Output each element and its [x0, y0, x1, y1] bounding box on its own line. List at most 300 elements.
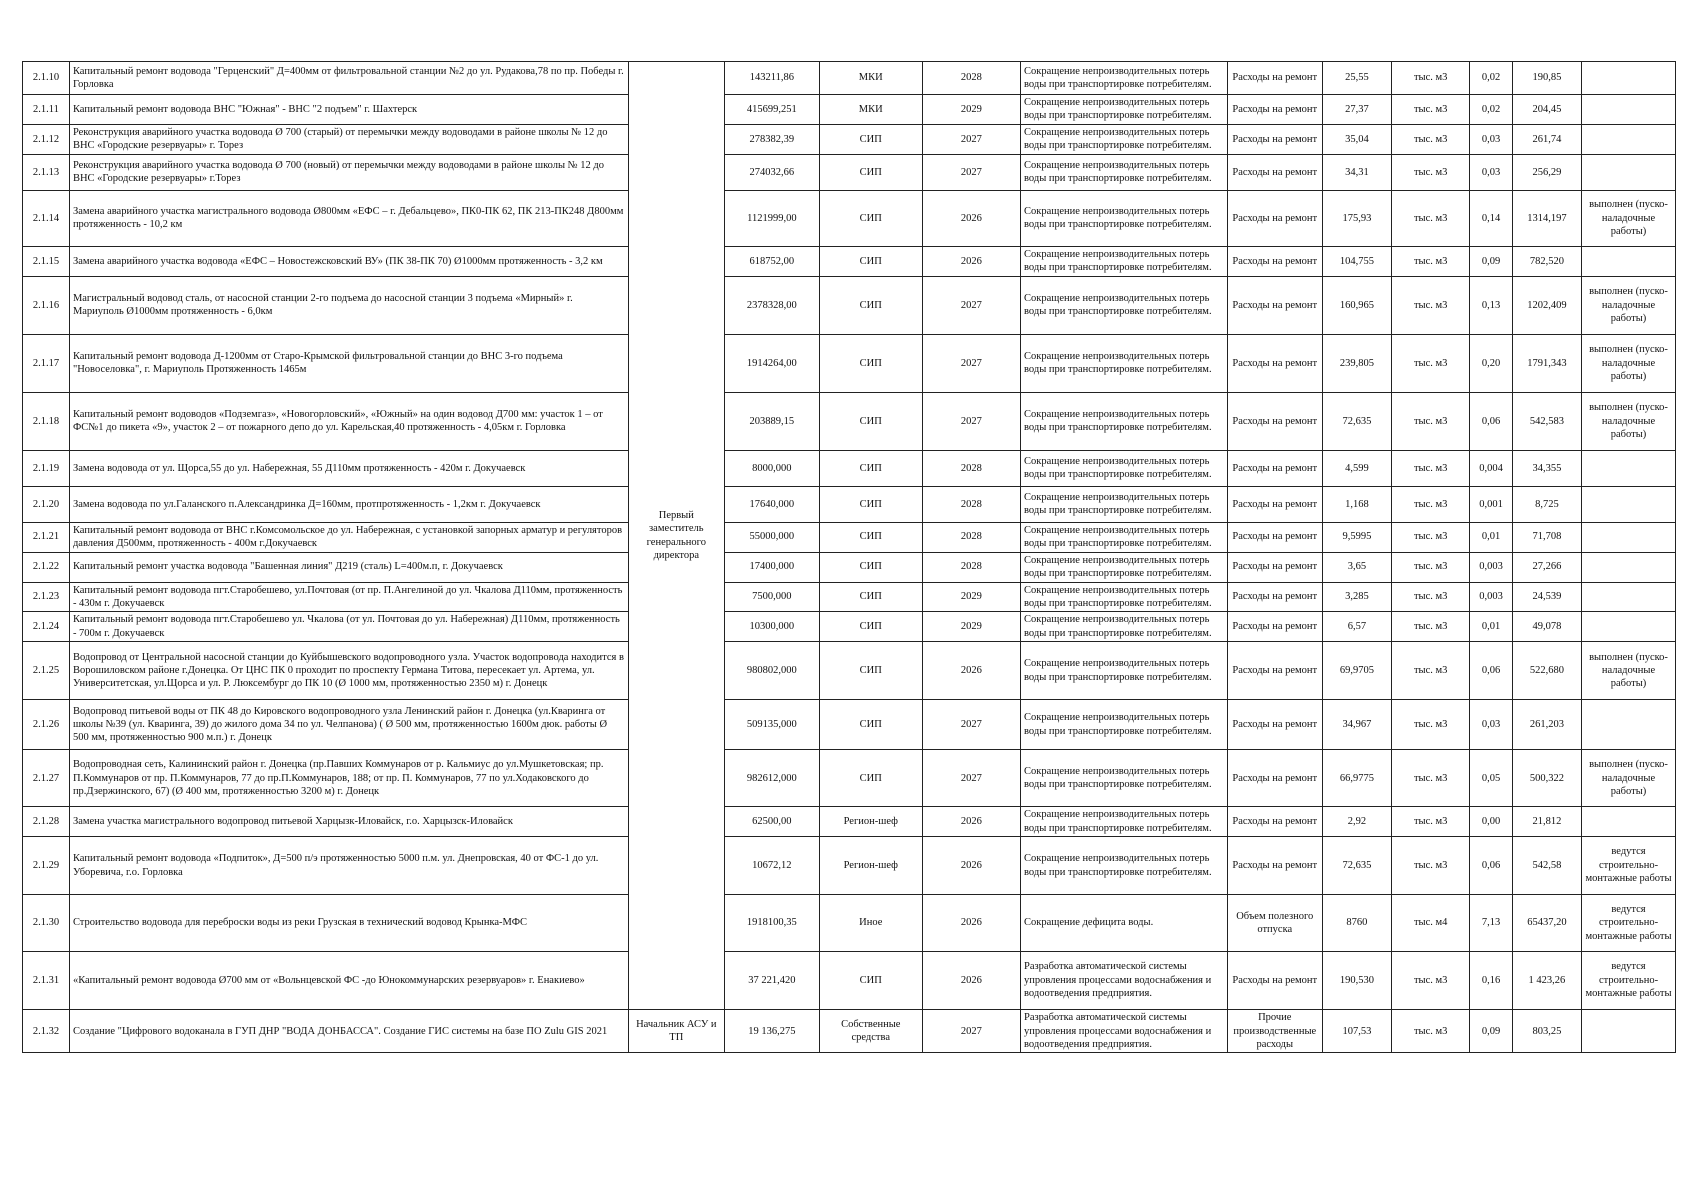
row-number: 2.1.22	[23, 552, 70, 582]
funding-source: СИП	[819, 392, 922, 450]
unit-label: тыс. м3	[1392, 612, 1470, 642]
funding-source: МКИ	[819, 95, 922, 125]
table-row	[23, 334, 1676, 392]
funding-source: СИП	[819, 450, 922, 486]
table-row	[23, 392, 1676, 450]
funding-source: СИП	[819, 552, 922, 582]
funding-source: Регион-шеф	[819, 837, 922, 895]
effect-value: 25,55	[1322, 62, 1391, 95]
cost-value: 1918100,35	[724, 895, 819, 952]
status-note: ведутся строительно-монтажные работы	[1582, 895, 1676, 952]
table-row	[23, 642, 1676, 700]
project-name: Замена водовода по ул.Галанского п.Александринка Д=160мм, протпротяженность - 1,2км г. Докучаевск	[69, 486, 628, 522]
project-name: Замена участка магистрального водопровод питьевой Харцызк-Иловайск, г.о. Харцызск-Иловайск	[69, 807, 628, 837]
effect-value: 72,635	[1322, 392, 1391, 450]
project-name: Реконструкция аварийного участка водовода Ø 700 (новый) от перемычки между водоводами в районе школы № 12 до ВНС «Городские резервуары» г.Торез	[69, 154, 628, 190]
status-note	[1582, 700, 1676, 750]
economy-value: 261,74	[1512, 124, 1581, 154]
cost-value: 7500,000	[724, 582, 819, 612]
share-value: 0,004	[1470, 450, 1512, 486]
economy-value: 542,583	[1512, 392, 1581, 450]
cost-value: 17640,000	[724, 486, 819, 522]
effect-value: 69,9705	[1322, 642, 1391, 700]
table-row	[23, 522, 1676, 552]
cost-value: 509135,000	[724, 700, 819, 750]
status-note: выполнен (пуско-наладочные работы)	[1582, 276, 1676, 334]
unit-label: тыс. м3	[1392, 642, 1470, 700]
expected-effect: Сокращение непроизводительных потерь воды при транспортировке потребителям.	[1021, 62, 1228, 95]
share-value: 0,02	[1470, 62, 1512, 95]
project-name: Капитальный ремонт водовода ВНС "Южная" - ВНС "2 подъем" г. Шахтерск	[69, 95, 628, 125]
completion-year: 2028	[922, 552, 1020, 582]
expense-type: Расходы на ремонт	[1227, 276, 1322, 334]
status-note	[1582, 450, 1676, 486]
cost-value: 274032,66	[724, 154, 819, 190]
expected-effect: Сокращение непроизводительных потерь воды при транспортировке потребителям.	[1021, 154, 1228, 190]
table-row	[23, 612, 1676, 642]
completion-year: 2029	[922, 95, 1020, 125]
status-note	[1582, 62, 1676, 95]
status-note	[1582, 1010, 1676, 1053]
funding-source: СИП	[819, 582, 922, 612]
row-number: 2.1.20	[23, 486, 70, 522]
row-number: 2.1.21	[23, 522, 70, 552]
expected-effect: Сокращение непроизводительных потерь воды при транспортировке потребителям.	[1021, 552, 1228, 582]
status-note	[1582, 246, 1676, 276]
status-note: выполнен (пуско-наладочные работы)	[1582, 334, 1676, 392]
row-number: 2.1.17	[23, 334, 70, 392]
expense-type: Расходы на ремонт	[1227, 392, 1322, 450]
table-row	[23, 190, 1676, 246]
effect-value: 107,53	[1322, 1010, 1391, 1053]
project-name: Замена аварийного участка магистрального водовода Ø800мм «ЕФС – г. Дебальцево», ПК0-ПК 62, ПК 213-ПК248 Д800мм протяженность - 10,2 км	[69, 190, 628, 246]
funding-source: СИП	[819, 612, 922, 642]
responsible-person: Начальник АСУ и ТП	[628, 1010, 724, 1053]
effect-value: 190,530	[1322, 952, 1391, 1010]
share-value: 0,20	[1470, 334, 1512, 392]
project-name: Строительство водовода для переброски воды из реки Грузская в технический водовод Крынка-МФС	[69, 895, 628, 952]
status-note	[1582, 486, 1676, 522]
economy-value: 1202,409	[1512, 276, 1581, 334]
status-note	[1582, 582, 1676, 612]
share-value: 0,13	[1470, 276, 1512, 334]
row-number: 2.1.25	[23, 642, 70, 700]
status-note	[1582, 154, 1676, 190]
expected-effect: Сокращение непроизводительных потерь воды при транспортировке потребителям.	[1021, 95, 1228, 125]
expense-type: Расходы на ремонт	[1227, 750, 1322, 807]
expense-type: Объем полезного отпуска	[1227, 895, 1322, 952]
share-value: 0,14	[1470, 190, 1512, 246]
unit-label: тыс. м3	[1392, 334, 1470, 392]
funding-source: СИП	[819, 642, 922, 700]
economy-value: 21,812	[1512, 807, 1581, 837]
completion-year: 2026	[922, 246, 1020, 276]
expense-type: Расходы на ремонт	[1227, 190, 1322, 246]
effect-value: 1,168	[1322, 486, 1391, 522]
economy-value: 803,25	[1512, 1010, 1581, 1053]
funding-source: Иное	[819, 895, 922, 952]
economy-value: 1314,197	[1512, 190, 1581, 246]
cost-value: 10672,12	[724, 837, 819, 895]
row-number: 2.1.28	[23, 807, 70, 837]
funding-source: Регион-шеф	[819, 807, 922, 837]
project-name: Реконструкция аварийного участка водовода Ø 700 (старый) от перемычки между водоводами в районе школы № 12 до ВНС «Городские резервуары» г. Торез	[69, 124, 628, 154]
expense-type: Расходы на ремонт	[1227, 807, 1322, 837]
expense-type: Расходы на ремонт	[1227, 62, 1322, 95]
status-note	[1582, 95, 1676, 125]
unit-label: тыс. м3	[1392, 392, 1470, 450]
completion-year: 2027	[922, 276, 1020, 334]
share-value: 0,09	[1470, 246, 1512, 276]
effect-value: 2,92	[1322, 807, 1391, 837]
completion-year: 2028	[922, 62, 1020, 95]
economy-value: 8,725	[1512, 486, 1581, 522]
funding-source: СИП	[819, 190, 922, 246]
unit-label: тыс. м3	[1392, 154, 1470, 190]
expected-effect: Сокращение непроизводительных потерь воды при транспортировке потребителям.	[1021, 750, 1228, 807]
expense-type: Расходы на ремонт	[1227, 124, 1322, 154]
effect-value: 160,965	[1322, 276, 1391, 334]
row-number: 2.1.15	[23, 246, 70, 276]
cost-value: 2378328,00	[724, 276, 819, 334]
share-value: 0,05	[1470, 750, 1512, 807]
project-name: Магистральный водовод сталь, от насосной станции 2-го подъема до насосной станции 3 подъема «Мирный» г. Мариуполь Ø1000мм протяженность - 6,0км	[69, 276, 628, 334]
unit-label: тыс. м4	[1392, 895, 1470, 952]
table-row	[23, 95, 1676, 125]
expense-type: Расходы на ремонт	[1227, 700, 1322, 750]
status-note: выполнен (пуско-наладочные работы)	[1582, 642, 1676, 700]
row-number: 2.1.18	[23, 392, 70, 450]
cost-value: 203889,15	[724, 392, 819, 450]
table-row	[23, 700, 1676, 750]
table-row	[23, 486, 1676, 522]
cost-value: 37 221,420	[724, 952, 819, 1010]
funding-source: МКИ	[819, 62, 922, 95]
share-value: 0,01	[1470, 612, 1512, 642]
effect-value: 66,9775	[1322, 750, 1391, 807]
economy-value: 522,680	[1512, 642, 1581, 700]
completion-year: 2026	[922, 837, 1020, 895]
table-row	[23, 895, 1676, 952]
funding-source: СИП	[819, 334, 922, 392]
completion-year: 2027	[922, 1010, 1020, 1053]
row-number: 2.1.14	[23, 190, 70, 246]
cost-value: 19 136,275	[724, 1010, 819, 1053]
funding-source: СИП	[819, 124, 922, 154]
economy-value: 49,078	[1512, 612, 1581, 642]
expected-effect: Сокращение непроизводительных потерь воды при транспортировке потребителям.	[1021, 522, 1228, 552]
economy-value: 261,203	[1512, 700, 1581, 750]
project-name: Замена водовода от ул. Щорса,55 до ул. Набережная, 55 Д110мм протяженность - 420м г. Докучаевск	[69, 450, 628, 486]
table-row	[23, 124, 1676, 154]
effect-value: 34,967	[1322, 700, 1391, 750]
economy-value: 34,355	[1512, 450, 1581, 486]
completion-year: 2027	[922, 334, 1020, 392]
project-name: Водопровод питьевой воды от ПК 48 до Кировского водопроводного узла Ленинский район г. Донецка (ул.Кваринга от школы №39 (ул. Кваринга, 39) до жилого дома 34 по ул. Челпанова) ( Ø 500 мм, протяженностью 1600м дюк. работы Ø 500 мм, протяженностью 900 м.п.) г. Донецк	[69, 700, 628, 750]
economy-value: 782,520	[1512, 246, 1581, 276]
economy-value: 27,266	[1512, 552, 1581, 582]
expected-effect: Сокращение непроизводительных потерь воды при транспортировке потребителям.	[1021, 642, 1228, 700]
table-row	[23, 807, 1676, 837]
cost-value: 1914264,00	[724, 334, 819, 392]
effect-value: 34,31	[1322, 154, 1391, 190]
share-value: 0,01	[1470, 522, 1512, 552]
expense-type: Расходы на ремонт	[1227, 246, 1322, 276]
expected-effect: Сокращение непроизводительных потерь воды при транспортировке потребителям.	[1021, 450, 1228, 486]
economy-value: 190,85	[1512, 62, 1581, 95]
table-row	[23, 837, 1676, 895]
table-row	[23, 1010, 1676, 1053]
row-number: 2.1.31	[23, 952, 70, 1010]
economy-value: 204,45	[1512, 95, 1581, 125]
expense-type: Расходы на ремонт	[1227, 582, 1322, 612]
table-row	[23, 246, 1676, 276]
project-name: Капитальный ремонт водовода пгт.Старобешево, ул.Почтовая (от пр. П.Ангелиной до ул. Чкалова Д110мм, протяженность - 430м г. Докучаевск	[69, 582, 628, 612]
status-note: выполнен (пуско-наладочные работы)	[1582, 190, 1676, 246]
project-name: Капитальный ремонт участка водовода "Башенная линия" Д219 (сталь) L=400м.п, г. Докучаевск	[69, 552, 628, 582]
unit-label: тыс. м3	[1392, 552, 1470, 582]
row-number: 2.1.32	[23, 1010, 70, 1053]
effect-value: 27,37	[1322, 95, 1391, 125]
expense-type: Расходы на ремонт	[1227, 642, 1322, 700]
table-row	[23, 952, 1676, 1010]
unit-label: тыс. м3	[1392, 952, 1470, 1010]
expense-type: Расходы на ремонт	[1227, 837, 1322, 895]
cost-value: 415699,251	[724, 95, 819, 125]
project-name: Капитальный ремонт водовода пгт.Старобешево ул. Чкалова (от ул. Почтовая до ул. Набережная) Д110мм, протяженность - 700м г. Докучаевск	[69, 612, 628, 642]
project-name: Создание "Цифрового водоканала в ГУП ДНР "ВОДА ДОНБАССА". Создание ГИС системы на базе ПО Zulu GIS 2021	[69, 1010, 628, 1053]
status-note	[1582, 807, 1676, 837]
effect-value: 175,93	[1322, 190, 1391, 246]
table-row	[23, 62, 1676, 95]
share-value: 0,09	[1470, 1010, 1512, 1053]
cost-value: 278382,39	[724, 124, 819, 154]
table-row	[23, 276, 1676, 334]
expense-type: Расходы на ремонт	[1227, 552, 1322, 582]
row-number: 2.1.30	[23, 895, 70, 952]
unit-label: тыс. м3	[1392, 450, 1470, 486]
effect-value: 3,285	[1322, 582, 1391, 612]
status-note	[1582, 552, 1676, 582]
funding-source: СИП	[819, 246, 922, 276]
completion-year: 2027	[922, 750, 1020, 807]
effect-value: 8760	[1322, 895, 1391, 952]
expense-type: Расходы на ремонт	[1227, 334, 1322, 392]
share-value: 0,03	[1470, 124, 1512, 154]
share-value: 7,13	[1470, 895, 1512, 952]
row-number: 2.1.24	[23, 612, 70, 642]
table-body	[23, 62, 1676, 1053]
expected-effect: Сокращение непроизводительных потерь воды при транспортировке потребителям.	[1021, 612, 1228, 642]
unit-label: тыс. м3	[1392, 276, 1470, 334]
investment-table	[22, 61, 1676, 1053]
status-note: ведутся строительно-монтажные работы	[1582, 952, 1676, 1010]
economy-value: 542,58	[1512, 837, 1581, 895]
row-number: 2.1.27	[23, 750, 70, 807]
share-value: 0,06	[1470, 392, 1512, 450]
table-row	[23, 154, 1676, 190]
row-number: 2.1.13	[23, 154, 70, 190]
expense-type: Расходы на ремонт	[1227, 95, 1322, 125]
project-name: Водопровод от Центральной насосной станции до Куйбышевского водопроводного узла. Участок водопровода находится в Ворошиловском районе г.Донецка. От ЦНС ПК 0 проходит по проспекту Германа Титова, пересекает ул. Артема, ул. Университетская, ул.Щорса и ул. Р. Люксембург до ПК 10 (Ø 1000 мм, протяженностью 2350 м) г. Донецк	[69, 642, 628, 700]
unit-label: тыс. м3	[1392, 750, 1470, 807]
funding-source: СИП	[819, 700, 922, 750]
effect-value: 6,57	[1322, 612, 1391, 642]
completion-year: 2026	[922, 807, 1020, 837]
cost-value: 17400,000	[724, 552, 819, 582]
effect-value: 4,599	[1322, 450, 1391, 486]
effect-value: 104,755	[1322, 246, 1391, 276]
completion-year: 2027	[922, 392, 1020, 450]
effect-value: 3,65	[1322, 552, 1391, 582]
share-value: 0,003	[1470, 582, 1512, 612]
share-value: 0,16	[1470, 952, 1512, 1010]
unit-label: тыс. м3	[1392, 62, 1470, 95]
unit-label: тыс. м3	[1392, 1010, 1470, 1053]
economy-value: 65437,20	[1512, 895, 1581, 952]
completion-year: 2026	[922, 642, 1020, 700]
share-value: 0,00	[1470, 807, 1512, 837]
project-name: Капитальный ремонт водовода Д-1200мм от Старо-Крымской фильтровальной станции до ВНС 3-го подъема "Новоселовка", г. Мариуполь Протяженность 1465м	[69, 334, 628, 392]
expected-effect: Сокращение непроизводительных потерь воды при транспортировке потребителям.	[1021, 190, 1228, 246]
project-name: Капитальный ремонт водовода от ВНС г.Комсомольское до ул. Набережная, с установкой запорных арматур и регуляторов давления Д500мм, протяженность - 400м г.Докучаевск	[69, 522, 628, 552]
completion-year: 2026	[922, 895, 1020, 952]
table-row	[23, 450, 1676, 486]
effect-value: 9,5995	[1322, 522, 1391, 552]
row-number: 2.1.12	[23, 124, 70, 154]
project-name: Капитальный ремонт водовода "Герценский" Д=400мм от фильтровальной станции №2 до ул. Рудакова,78 по пр. Победы г. Горловка	[69, 62, 628, 95]
expected-effect: Сокращение непроизводительных потерь воды при транспортировке потребителям.	[1021, 334, 1228, 392]
expense-type: Расходы на ремонт	[1227, 612, 1322, 642]
economy-value: 1791,343	[1512, 334, 1581, 392]
completion-year: 2027	[922, 700, 1020, 750]
cost-value: 618752,00	[724, 246, 819, 276]
status-note: выполнен (пуско-наладочные работы)	[1582, 750, 1676, 807]
effect-value: 239,805	[1322, 334, 1391, 392]
cost-value: 143211,86	[724, 62, 819, 95]
economy-value: 1 423,26	[1512, 952, 1581, 1010]
completion-year: 2029	[922, 582, 1020, 612]
expense-type: Расходы на ремонт	[1227, 952, 1322, 1010]
share-value: 0,03	[1470, 700, 1512, 750]
completion-year: 2027	[922, 154, 1020, 190]
row-number: 2.1.10	[23, 62, 70, 95]
status-note: выполнен (пуско-наладочные работы)	[1582, 392, 1676, 450]
row-number: 2.1.23	[23, 582, 70, 612]
cost-value: 982612,000	[724, 750, 819, 807]
row-number: 2.1.26	[23, 700, 70, 750]
unit-label: тыс. м3	[1392, 837, 1470, 895]
unit-label: тыс. м3	[1392, 582, 1470, 612]
expected-effect: Сокращение непроизводительных потерь воды при транспортировке потребителям.	[1021, 276, 1228, 334]
completion-year: 2026	[922, 190, 1020, 246]
row-number: 2.1.11	[23, 95, 70, 125]
project-name: «Капитальный ремонт водовода Ø700 мм от «Вольнцевской ФС -до Юнокоммунарских резервуаров» г. Енакиево»	[69, 952, 628, 1010]
unit-label: тыс. м3	[1392, 95, 1470, 125]
unit-label: тыс. м3	[1392, 486, 1470, 522]
economy-value: 71,708	[1512, 522, 1581, 552]
cost-value: 62500,00	[724, 807, 819, 837]
cost-value: 55000,000	[724, 522, 819, 552]
completion-year: 2028	[922, 486, 1020, 522]
expected-effect: Сокращение непроизводительных потерь воды при транспортировке потребителям.	[1021, 124, 1228, 154]
share-value: 0,003	[1470, 552, 1512, 582]
expected-effect: Разработка автоматической системы упровления процессами водоснабжения и водоотведения предприятия.	[1021, 1010, 1228, 1053]
funding-source: СИП	[819, 750, 922, 807]
expense-type: Прочие производственные расходы	[1227, 1010, 1322, 1053]
row-number: 2.1.19	[23, 450, 70, 486]
funding-source: СИП	[819, 952, 922, 1010]
cost-value: 1121999,00	[724, 190, 819, 246]
completion-year: 2028	[922, 522, 1020, 552]
economy-value: 500,322	[1512, 750, 1581, 807]
row-number: 2.1.16	[23, 276, 70, 334]
expected-effect: Сокращение непроизводительных потерь воды при транспортировке потребителям.	[1021, 486, 1228, 522]
expected-effect: Сокращение непроизводительных потерь воды при транспортировке потребителям.	[1021, 837, 1228, 895]
cost-value: 8000,000	[724, 450, 819, 486]
expected-effect: Сокращение непроизводительных потерь воды при транспортировке потребителям.	[1021, 246, 1228, 276]
economy-value: 24,539	[1512, 582, 1581, 612]
share-value: 0,06	[1470, 642, 1512, 700]
unit-label: тыс. м3	[1392, 124, 1470, 154]
table-row	[23, 750, 1676, 807]
row-number: 2.1.29	[23, 837, 70, 895]
project-name: Водопроводная сеть, Калининский район г. Донецка (пр.Павших Коммунаров от р. Кальмиус до ул.Мушкетовская; пр. П.Коммунаров от пр. П.Коммунаров, 77 до пр.П.Коммунаров, 188; от пр. П. Коммунаров, 77 по ул.Ходаковского до пр.Дзержинского, 67) (Ø 400 мм, протяженностью 3200 м) г. Донецк	[69, 750, 628, 807]
project-name: Замена аварийного участка водовода «ЕФС – Новостежсковский ВУ» (ПК 38-ПК 70) Ø1000мм протяженность - 3,2 км	[69, 246, 628, 276]
expected-effect: Сокращение непроизводительных потерь воды при транспортировке потребителям.	[1021, 700, 1228, 750]
unit-label: тыс. м3	[1392, 700, 1470, 750]
status-note	[1582, 124, 1676, 154]
share-value: 0,001	[1470, 486, 1512, 522]
expected-effect: Сокращение непроизводительных потерь воды при транспортировке потребителям.	[1021, 807, 1228, 837]
table-row	[23, 582, 1676, 612]
status-note	[1582, 612, 1676, 642]
expense-type: Расходы на ремонт	[1227, 154, 1322, 190]
unit-label: тыс. м3	[1392, 190, 1470, 246]
expense-type: Расходы на ремонт	[1227, 522, 1322, 552]
unit-label: тыс. м3	[1392, 807, 1470, 837]
share-value: 0,06	[1470, 837, 1512, 895]
status-note: ведутся строительно-монтажные работы	[1582, 837, 1676, 895]
unit-label: тыс. м3	[1392, 246, 1470, 276]
project-name: Капитальный ремонт водоводов «Подземгаз», «Новогорловский», «Южный» на один водовод Д700 мм: участок 1 – от ФС№1 до пикета «9», участок 2 – от пожарного депо до ул. Карельская,40 протяженность - 4,05км г. Горловка	[69, 392, 628, 450]
funding-source: СИП	[819, 276, 922, 334]
expected-effect: Сокращение дефицита воды.	[1021, 895, 1228, 952]
economy-value: 256,29	[1512, 154, 1581, 190]
expense-type: Расходы на ремонт	[1227, 450, 1322, 486]
funding-source: СИП	[819, 154, 922, 190]
funding-source: СИП	[819, 486, 922, 522]
unit-label: тыс. м3	[1392, 522, 1470, 552]
completion-year: 2027	[922, 124, 1020, 154]
share-value: 0,02	[1470, 95, 1512, 125]
expected-effect: Сокращение непроизводительных потерь воды при транспортировке потребителям.	[1021, 582, 1228, 612]
expected-effect: Сокращение непроизводительных потерь воды при транспортировке потребителям.	[1021, 392, 1228, 450]
funding-source: СИП	[819, 522, 922, 552]
funding-source: Собственные средства	[819, 1010, 922, 1053]
table-row	[23, 552, 1676, 582]
effect-value: 72,635	[1322, 837, 1391, 895]
effect-value: 35,04	[1322, 124, 1391, 154]
cost-value: 980802,000	[724, 642, 819, 700]
expense-type: Расходы на ремонт	[1227, 486, 1322, 522]
completion-year: 2029	[922, 612, 1020, 642]
share-value: 0,03	[1470, 154, 1512, 190]
project-name: Капитальный ремонт водовода «Подпиток», Д=500 п/э протяженностью 5000 п.м. ул. Днепровская, 40 от ФС-1 до ул. Уборевича, г.о. Горловка	[69, 837, 628, 895]
status-note	[1582, 522, 1676, 552]
expected-effect: Разработка автоматической системы упровления процессами водоснабжения и водоотведения предприятия.	[1021, 952, 1228, 1010]
cost-value: 10300,000	[724, 612, 819, 642]
